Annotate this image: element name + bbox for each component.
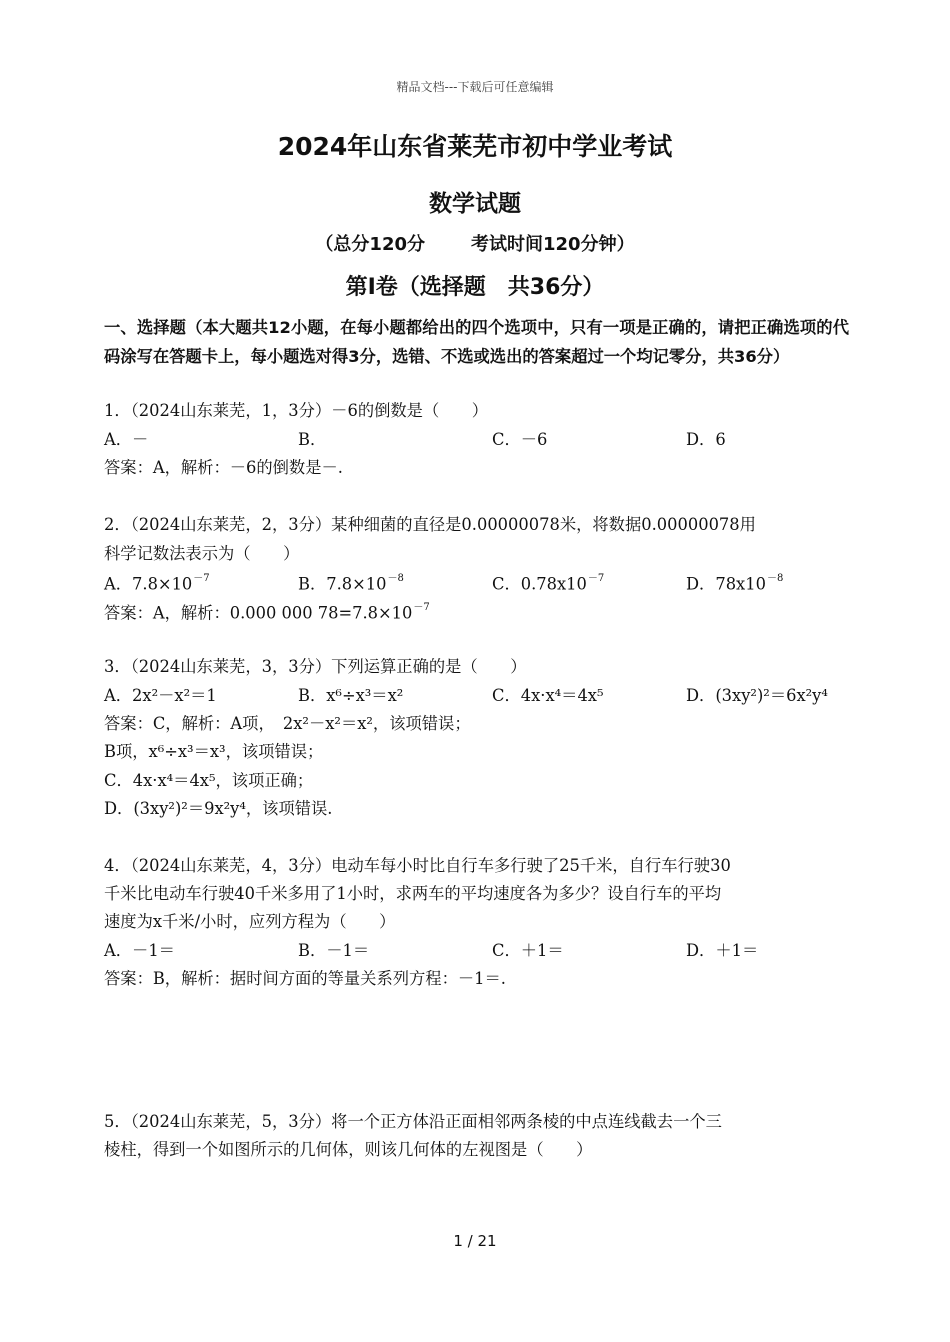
q3-stem: 3．（2024山东莱芜，3，3分）下列运算正确的是（ ） — [104, 657, 527, 676]
q5-stem-line1: 5．（2024山东莱芜，5，3分）将一个正方体沿正面相邻两条棱的中点连线截去一个三 — [104, 1112, 722, 1131]
q4-option-b: B．－1＝ — [298, 941, 370, 960]
q1-option-c: C．－6 — [492, 430, 548, 449]
q3-options — [104, 684, 849, 708]
q3-answer-line1: 答案：C，解析：A项， 2x²－x²＝x²，该项错误； — [104, 714, 471, 733]
q3-answer-line2: B项，x⁶÷x³＝x³，该项错误； — [104, 742, 324, 761]
exam-title: 2024年山东省莱芜市初中学业考试 — [277, 132, 673, 161]
exam-time: 考试时间120分钟） — [471, 234, 635, 255]
q4-stem-line2: 千米比电动车行驶40千米多用了1小时，求两车的平均速度各为多少？设自行车的平均 — [104, 884, 722, 903]
q4-stem-line1: 4．（2024山东莱芜，4，3分）电动车每小时比自行车多行驶了25千米，自行车行驶30 — [104, 856, 731, 875]
part-title: 第Ⅰ卷（选择题 共36分） — [345, 275, 605, 300]
q1-option-d: D．6 — [686, 430, 726, 449]
exam-subtitle: 数学试题 — [429, 191, 521, 217]
q2-option-d: D．$78x10^{-8}$ — [686, 573, 784, 594]
section-intro: 一、选择题（本大题共12小题，在每小题都给出的四个选项中，只有一项是正确的，请把正确选项的代码涂写在答题卡上，每小题选对得3分，选错、不选或选出的答案超过一个均记零分，共36分） — [104, 318, 849, 366]
total-score: （总分120分 — [315, 234, 425, 255]
q2-option-a: A．$7.8\times 10^{-7}$ — [104, 573, 210, 594]
q2-option-c: C．$0.78x10^{-7}$ — [492, 573, 605, 594]
q1-answer: 答案：A，解析：－6的倒数是－. — [104, 458, 343, 477]
q4-answer: 答案：B，解析：据时间方面的等量关系列方程：－1＝. — [104, 969, 506, 988]
q3-answer-line3: C．4x·x⁴＝4x⁵，该项正确； — [104, 771, 314, 790]
page-header: 精品文档---下载后可任意编辑 — [396, 80, 554, 94]
q3-option-d: D．(3xy²)²＝6x²y⁴ — [686, 686, 828, 705]
q3-answer-line4: D．(3xy²)²＝9x²y⁴，该项错误. — [104, 799, 333, 818]
q4-option-d: D．＋1＝ — [686, 941, 759, 960]
q3-option-a: A．2x²－x²＝1 — [104, 686, 217, 705]
q2-option-b: B．$7.8\times 10^{-8}$ — [298, 573, 404, 594]
q1-stem: 1．（2024山东莱芜，1，3分）－6的倒数是（ ） — [104, 401, 489, 420]
q1-options — [104, 428, 849, 452]
q4-option-c: C．＋1＝ — [492, 941, 564, 960]
q1-option-b: B． — [298, 430, 327, 449]
q4-stem-line3: 速度为x千米/小时，应列方程为（ ） — [104, 912, 396, 931]
q1-option-a: A．－ — [104, 430, 149, 449]
q2-options — [104, 569, 849, 593]
exam-info — [0, 230, 950, 256]
q2-stem-line1: 2．（2024山东莱芜，2，3分）某种细菌的直径是0.00000078米，将数据0.00000078用 — [104, 515, 756, 534]
q5-stem-line2: 棱柱，得到一个如图所示的几何体，则该几何体的左视图是（ ） — [104, 1140, 593, 1159]
q2-stem-line2: 科学记数法表示为（ ） — [104, 544, 300, 563]
q3-option-b: B．x⁶÷x³＝x² — [298, 686, 404, 705]
q2-answer: 答案：A，解析：0.000 000 $78=7.8\times 10^{-7}$ — [104, 602, 430, 623]
q4-options — [104, 939, 849, 963]
q4-option-a: A．－1＝ — [104, 941, 175, 960]
q3-option-c: C．4x·x⁴＝4x⁵ — [492, 686, 604, 705]
page-number: 1 / 21 — [453, 1232, 497, 1250]
